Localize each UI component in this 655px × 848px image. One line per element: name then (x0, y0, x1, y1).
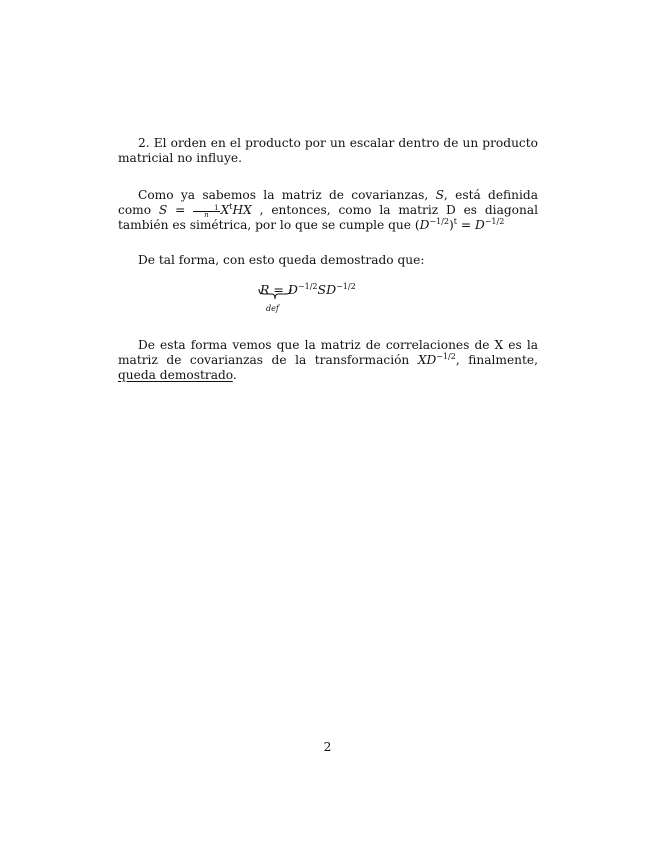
math-equals: = (456, 218, 475, 232)
text-run: . (232, 368, 237, 382)
math-var-r: R (260, 282, 270, 297)
math-var-d: D (474, 218, 485, 232)
exponent: −1/2 (297, 281, 318, 291)
exponent: −1/2 (429, 216, 449, 226)
underbrace-icon (258, 288, 292, 300)
paragraph-conclusion-intro (118, 253, 538, 268)
exponent: −1/2 (436, 351, 456, 361)
math-var-x: X (220, 203, 230, 217)
page-number: 2 (323, 740, 332, 754)
text-run: Como ya sabemos la matriz de covarianzas, (138, 188, 436, 202)
transpose-superscript: t (229, 201, 233, 211)
math-var-d: D (419, 218, 430, 232)
math-var-s: S (435, 188, 444, 202)
underlined-text: queda demostrado (118, 368, 233, 382)
close-paren: ) (448, 218, 454, 232)
exponent: −1/2 (336, 281, 356, 291)
fraction-1-over-n (193, 205, 219, 218)
list-item-text: 2. El orden en el producto por un escalar dentro de un producto matricial no influye. (118, 136, 538, 165)
transpose-superscript: t (453, 216, 457, 226)
text-run: , está definida como (118, 188, 538, 217)
fraction-numerator: 1 (193, 205, 219, 212)
paragraph-final (118, 338, 538, 383)
math-equals: = (273, 282, 284, 297)
text-run: De tal forma, con esto queda demostrado que: (138, 253, 425, 267)
text-run: , finalmente, (455, 353, 538, 367)
math-var-d: D (326, 282, 337, 297)
paragraph-covariance (118, 188, 538, 233)
math-var-xd: XD (417, 353, 437, 367)
exponent: −1/2 (484, 216, 505, 226)
display-equation (118, 282, 538, 318)
math-var-hx: HX (232, 203, 252, 217)
text-run: De esta forma vemos que la matriz de correlaciones de X es la matriz de covarianzas de la transformación (118, 338, 538, 367)
list-item-2 (118, 136, 538, 166)
fraction-denominator: n (204, 211, 209, 219)
math-var-d: D (287, 282, 298, 297)
def-label: def (266, 304, 279, 313)
math-var-s: S (317, 282, 327, 297)
math-var-s: S (158, 203, 168, 217)
math-equals: = (167, 203, 194, 217)
page-body (118, 128, 538, 383)
text-run: , entonces, como la matriz D es diagonal también es simétrica, por lo que se cumple que ( (118, 203, 538, 232)
